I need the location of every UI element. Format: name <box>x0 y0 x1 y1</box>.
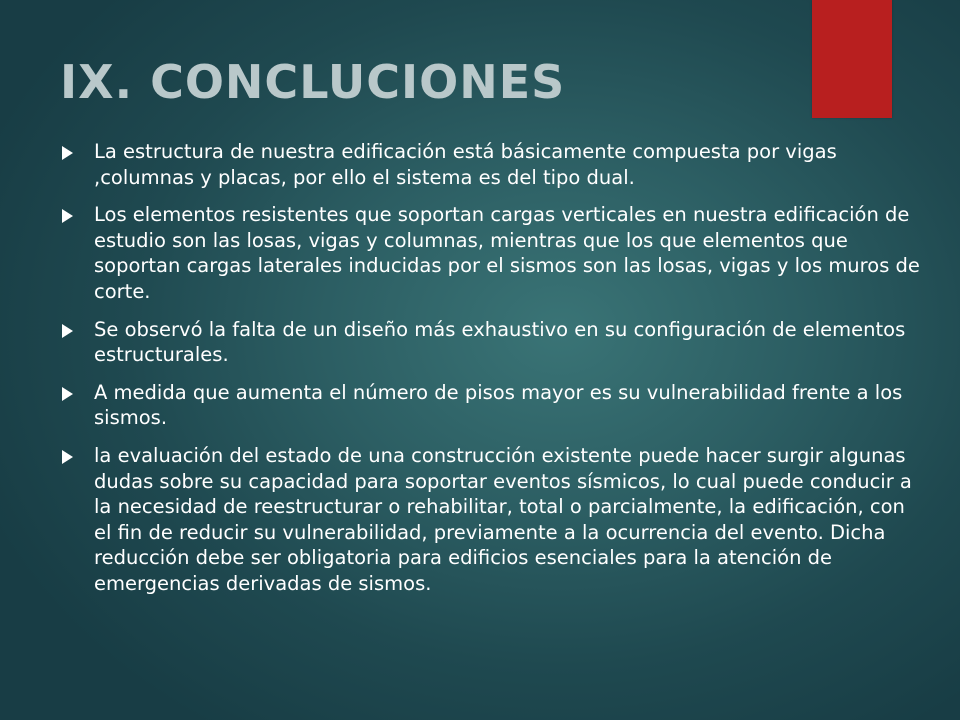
bullet-text: A medida que aumenta el número de pisos mayor es su vulnerabilidad frente a los sismos. <box>94 380 903 430</box>
triangle-right-icon <box>62 387 73 401</box>
bullet-item <box>60 443 920 597</box>
bullet-text: Los elementos resistentes que soportan cargas verticales en nuestra edificación de estudio son las losas, vigas y columnas, mientras que los que elementos que soportan cargas laterales inducidas por el sismos son las losas, vigas y los muros de corte. <box>94 203 920 303</box>
bullet-item <box>60 317 920 368</box>
bullet-text: la evaluación del estado de una construcción existente puede hacer surgir algunas dudas sobre su capacidad para soportar eventos sísmicos, lo cual puede conducir a la necesidad de reestructurar o rehabilitar, total o parcialmente, la edificación, con el fin de reducir su vulnerabilidad, previamente a la ocurrencia del evento. Dicha reducción debe ser obligatoria para edificios esenciales para la atención de emergencias derivadas de sismos. <box>94 443 912 595</box>
bullet-item <box>60 139 920 190</box>
bullet-text: Se observó la falta de un diseño más exhaustivo en su configuración de elementos estructurales. <box>94 317 906 367</box>
bullet-item <box>60 202 920 304</box>
triangle-right-icon <box>62 450 73 464</box>
bullet-text: La estructura de nuestra edificación está básicamente compuesta por vigas ,columnas y placas, por ello el sistema es del tipo dual. <box>94 140 837 189</box>
slide-title: IX. CONCLUCIONES <box>60 55 566 109</box>
bullet-list <box>60 139 920 609</box>
triangle-right-icon <box>62 209 73 223</box>
bullet-item <box>60 380 920 431</box>
accent-bar <box>812 0 892 118</box>
triangle-right-icon <box>62 324 73 338</box>
triangle-right-icon <box>62 146 73 160</box>
